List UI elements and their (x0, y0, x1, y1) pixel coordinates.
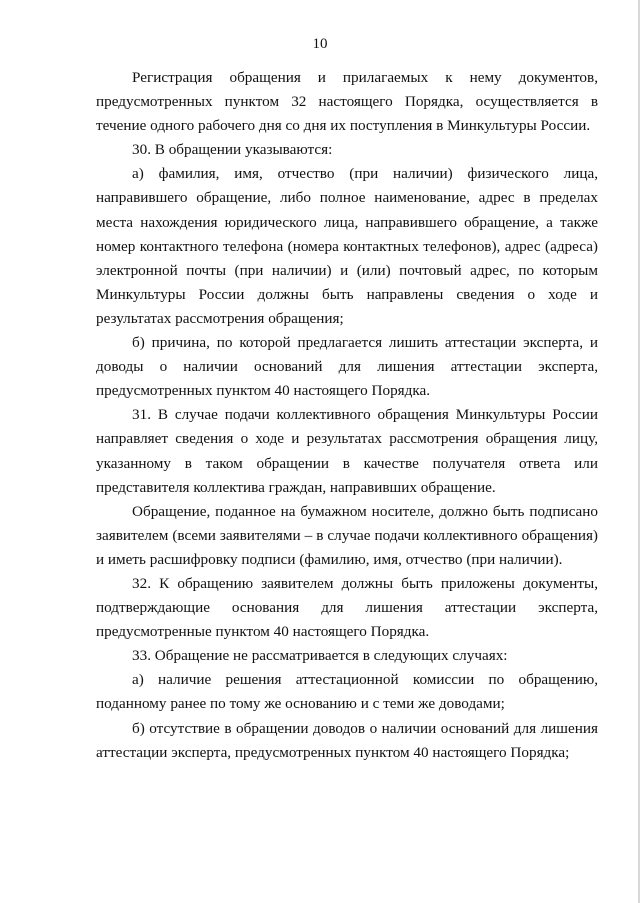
paragraph-item-33-b: б) отсутствие в обращении доводов о наличии оснований для лишения аттестации эксперта, предусмотренных пунктом 40 настоящего Порядка; (96, 719, 598, 761)
paragraph-item-31: 31. В случае подачи коллективного обращения Минкультуры России направляет сведения о ходе и результатах рассмотрения обращения лицу, указанному в таком обращении в качестве получателя ответа или представителя коллектива граждан, направивших обращение. (96, 406, 598, 496)
paragraph-item-32: 32. К обращению заявителем должны быть приложены документы, подтверждающие основания для лишения аттестации эксперта, предусмотренные пунктом 40 настоящего Порядка. (96, 574, 598, 641)
paragraph-paper-signature: Обращение, поданное на бумажном носителе, должно быть подписано заявителем (всеми заявителями – в случае подачи коллективного обращения) и иметь расшифровку подписи (фамилию, имя, отчество (при наличии). (96, 502, 598, 568)
document-body (96, 66, 598, 765)
paragraph-item-33-a: а) наличие решения аттестационной комиссии по обращению, поданному ранее по тому же основанию и с теми же доводами; (96, 671, 598, 713)
paragraph-item-30-b: б) причина, по которой предлагается лишить аттестации эксперта, и доводы о наличии оснований для лишения аттестации эксперта, предусмотренных пунктом 40 настоящего Порядка. (96, 334, 598, 400)
paragraph-item-33: 33. Обращение не рассматривается в следующих случаях: (132, 647, 508, 665)
page-number: 10 (312, 36, 328, 52)
paragraph-registration: Регистрация обращения и прилагаемых к нему документов, предусмотренных пунктом 32 настоящего Порядка, осуществляется в течение одного рабочего дня со дня их поступления в Минкультуры России. (96, 69, 598, 135)
paragraph-item-30-a: а) фамилия, имя, отчество (при наличии) физического лица, направившего обращение, либо полное наименование, адрес в пределах места нахождения юридического лица, направившего обращение, а также номер контактного телефона (номера контактных телефонов), адрес (адреса) электронной почты (при наличии) и (или) почтовый адрес, по которым Минкультуры России должны быть направлены сведения о ходе и результатах рассмотрения обращения; (96, 165, 598, 327)
paragraph-item-30: 30. В обращении указываются: (132, 141, 333, 159)
